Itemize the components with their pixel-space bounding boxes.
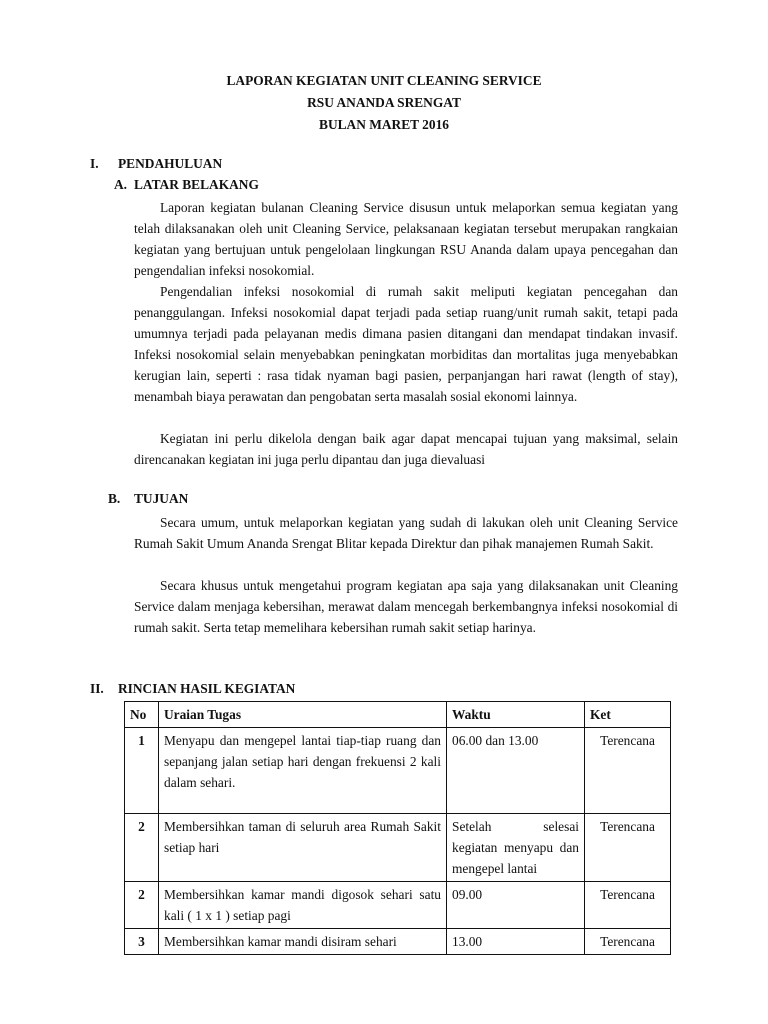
cell-desc: Menyapu dan mengepel lantai tiap-tiap ruang dan sepanjang jalan setiap hari dengan frekuensi 2 kali dalam sehari. — [159, 728, 447, 814]
table-row — [125, 814, 671, 882]
cell-no: 2 — [125, 882, 159, 929]
subsection-a-heading — [114, 177, 259, 193]
section-2-heading — [90, 681, 295, 697]
paragraph-tujuan-2: Secara khusus untuk mengetahui program kegiatan apa saja yang dilaksanakan unit Cleaning Service dalam menjaga kebersihan, merawat dalam mencegah berkembangnya infeksi nosokomial di rumah sakit. Serta tetap memelihara kebersihan rumah sakit setiap harinya. — [134, 578, 678, 635]
section-1-heading — [90, 156, 222, 172]
cell-desc: Membersihkan kamar mandi digosok sehari satu kali ( 1 x 1 ) setiap pagi — [159, 882, 447, 929]
section-2-title: RINCIAN HASIL KEGIATAN — [118, 681, 296, 696]
cell-ket: Terencana — [585, 814, 671, 882]
cell-ket: Terencana — [585, 728, 671, 814]
table-row — [125, 728, 671, 814]
section-1-number: I. — [90, 156, 99, 171]
title-line-3: BULAN MARET 2016 — [319, 117, 449, 132]
table-row — [125, 929, 671, 955]
section-1-title: PENDAHULUAN — [118, 156, 223, 171]
title-line-1: LAPORAN KEGIATAN UNIT CLEANING SERVICE — [226, 73, 542, 88]
task-table — [124, 701, 671, 955]
subsection-b-label: B. — [108, 491, 121, 506]
section-2-number: II. — [90, 681, 104, 696]
cell-no: 2 — [125, 814, 159, 882]
col-header-waktu: Waktu — [447, 702, 585, 728]
cell-time: 09.00 — [447, 882, 585, 929]
cell-time: 06.00 dan 13.00 — [447, 728, 585, 814]
subsection-b-heading — [108, 491, 188, 507]
paragraph-latar-3: Kegiatan ini perlu dikelola dengan baik agar dapat mencapai tujuan yang maksimal, selain direncanakan kegiatan ini juga perlu dipantau dan juga dievaluasi — [134, 431, 678, 467]
cell-desc: Membersihkan kamar mandi disiram sehari — [159, 929, 447, 955]
subsection-a-title: LATAR BELAKANG — [134, 177, 259, 192]
table-header-row — [125, 702, 671, 728]
subsection-a-label: A. — [114, 177, 128, 192]
cell-time: Setelah selesai kegiatan menyapu dan mengepel lantai — [447, 814, 585, 882]
table-row — [125, 882, 671, 929]
cell-time: 13.00 — [447, 929, 585, 955]
cell-no: 1 — [125, 728, 159, 814]
subsection-b-title: TUJUAN — [134, 491, 189, 506]
cell-no: 3 — [125, 929, 159, 955]
paragraph-latar-1: Laporan kegiatan bulanan Cleaning Service disusun untuk melaporkan semua kegiatan yang telah dilaksanakan oleh unit Cleaning Service, pelaksanaan kegiatan tersebut merupakan rangkaian kegiatan yang bertujuan untuk pengelolaan lingkungan RSU Ananda dalam upaya pencegahan dan pengendalian infeksi nosokomial. — [134, 200, 678, 278]
report-title — [0, 70, 768, 136]
col-header-ket: Ket — [585, 702, 671, 728]
col-header-uraian: Uraian Tugas — [159, 702, 447, 728]
col-header-no: No — [125, 702, 159, 728]
cell-desc: Membersihkan taman di seluruh area Rumah Sakit setiap hari — [159, 814, 447, 882]
paragraph-latar-2: Pengendalian infeksi nosokomial di rumah sakit meliputi kegiatan pencegahan dan penanggulangan. Infeksi nosokomial dapat terjadi pada setiap ruang/unit rumah sakit, tetapi pada umumnya terjadi pada pelayanan medis dimana pasien ditangani dan mendapat tindakan invasif. Infeksi nosokomial selain menyebabkan peningkatan morbiditas dan mortalitas juga menyebabkan kerugian lain, seperti : rasa tidak nyaman bagi pasien, perpanjangan hari rawat (length of stay), menambah biaya perawatan dan pengobatan serta masalah sosial ekonomi lainnya. — [134, 284, 678, 404]
cell-ket: Terencana — [585, 929, 671, 955]
cell-ket: Terencana — [585, 882, 671, 929]
paragraph-tujuan-1: Secara umum, untuk melaporkan kegiatan yang sudah di lakukan oleh unit Cleaning Service Rumah Sakit Umum Ananda Srengat Blitar kepada Direktur dan pihak manajemen Rumah Sakit. — [134, 515, 678, 551]
title-line-2: RSU ANANDA SRENGAT — [307, 95, 461, 110]
